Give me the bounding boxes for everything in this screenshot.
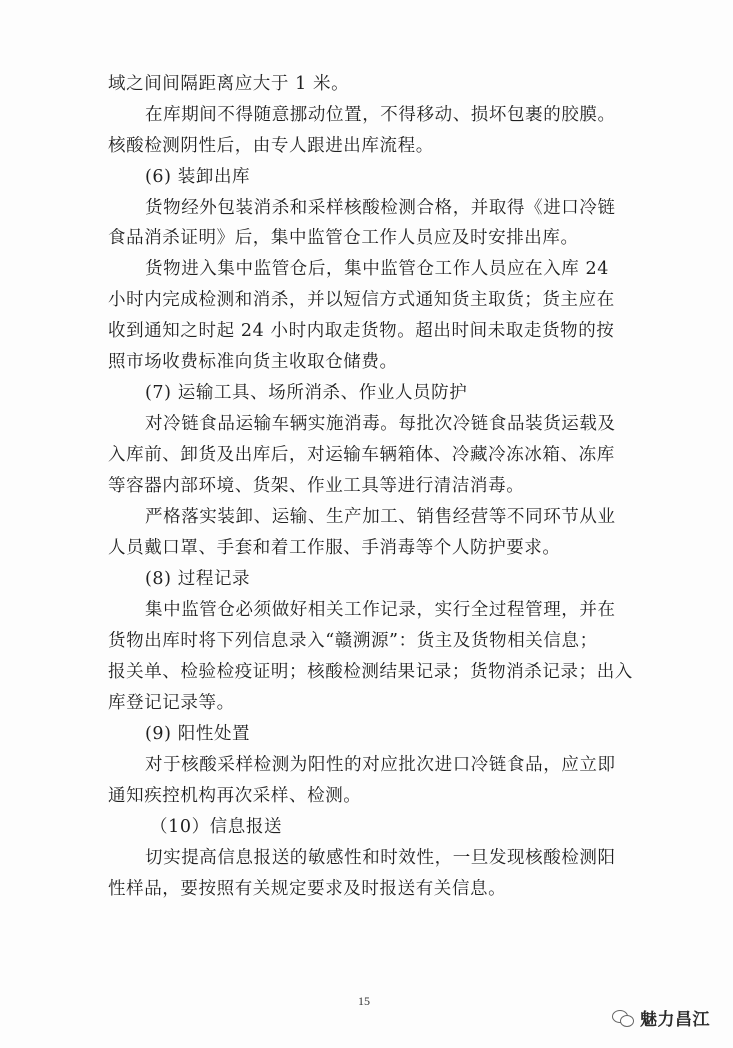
body-line: 收到通知之时起 24 小时内取走货物。超出时间未取走货物的按	[108, 321, 615, 341]
body-line: 域之间间隔距离应大于 1 米。	[108, 74, 350, 94]
body-line: 库登记记录等。	[108, 693, 235, 713]
body-line: 在库期间不得随意挪动位置，不得移动、损坏包裹的胶膜。	[145, 105, 616, 125]
section-heading: (6) 装卸出库	[145, 167, 251, 187]
body-line: 食品消杀证明》后，集中监管仓工作人员应及时安排出库。	[108, 228, 579, 248]
body-line: 等容器内部环境、货架、作业工具等进行清洁消毒。	[108, 476, 525, 496]
watermark	[612, 1005, 710, 1030]
body-line: 小时内完成检测和消杀，并以短信方式通知货主取货；货主应在	[108, 290, 615, 310]
body-line: 货物出库时将下列信息录入“赣溯源”：货主及货物相关信息；	[108, 631, 598, 651]
body-line: 照市场收费标准向货主收取仓储费。	[108, 352, 398, 372]
body-line: 核酸检测阴性后，由专人跟进出库流程。	[108, 136, 434, 156]
body-line: 货物进入集中监管仓后，集中监管仓工作人员应在入库 24	[145, 259, 610, 279]
body-line: 人员戴口罩、手套和着工作服、手消毒等个人防护要求。	[108, 538, 561, 558]
body-line: 对于核酸采样检测为阳性的对应批次进口冷链食品，应立即	[145, 755, 616, 775]
section-heading: (8) 过程记录	[145, 569, 251, 589]
body-line: 对冷链食品运输车辆实施消毒。每批次冷链食品装货运载及	[145, 414, 616, 434]
body-line: 切实提高信息报送的敏感性和时效性，一旦发现核酸检测阳	[145, 848, 616, 868]
body-line: 入库前、卸货及出库后，对运输车辆箱体、冷藏冷冻冰箱、冻库	[108, 445, 615, 465]
watermark-text: 魅力昌江	[640, 1010, 710, 1030]
page-number: 15	[358, 994, 370, 1008]
wechat-icon	[612, 1009, 634, 1027]
body-line: 集中监管仓必须做好相关工作记录，实行全过程管理，并在	[145, 600, 616, 620]
section-heading: (9) 阳性处置	[145, 724, 251, 744]
body-line: 货物经外包装消杀和采样核酸检测合格，并取得《进口冷链	[145, 198, 616, 218]
section-heading: （10）信息报送	[150, 817, 283, 837]
body-line: 性样品，要按照有关规定要求及时报送有关信息。	[108, 879, 507, 899]
body-line: 严格落实装卸、运输、生产加工、销售经营等不同环节从业	[145, 507, 616, 527]
section-heading: (7) 运输工具、场所消杀、作业人员防护	[145, 383, 468, 403]
body-line: 报关单、检验检疫证明；核酸检测结果记录；货物消杀记录；出入	[108, 662, 633, 682]
body-line: 通知疾控机构再次采样、检测。	[108, 786, 362, 806]
